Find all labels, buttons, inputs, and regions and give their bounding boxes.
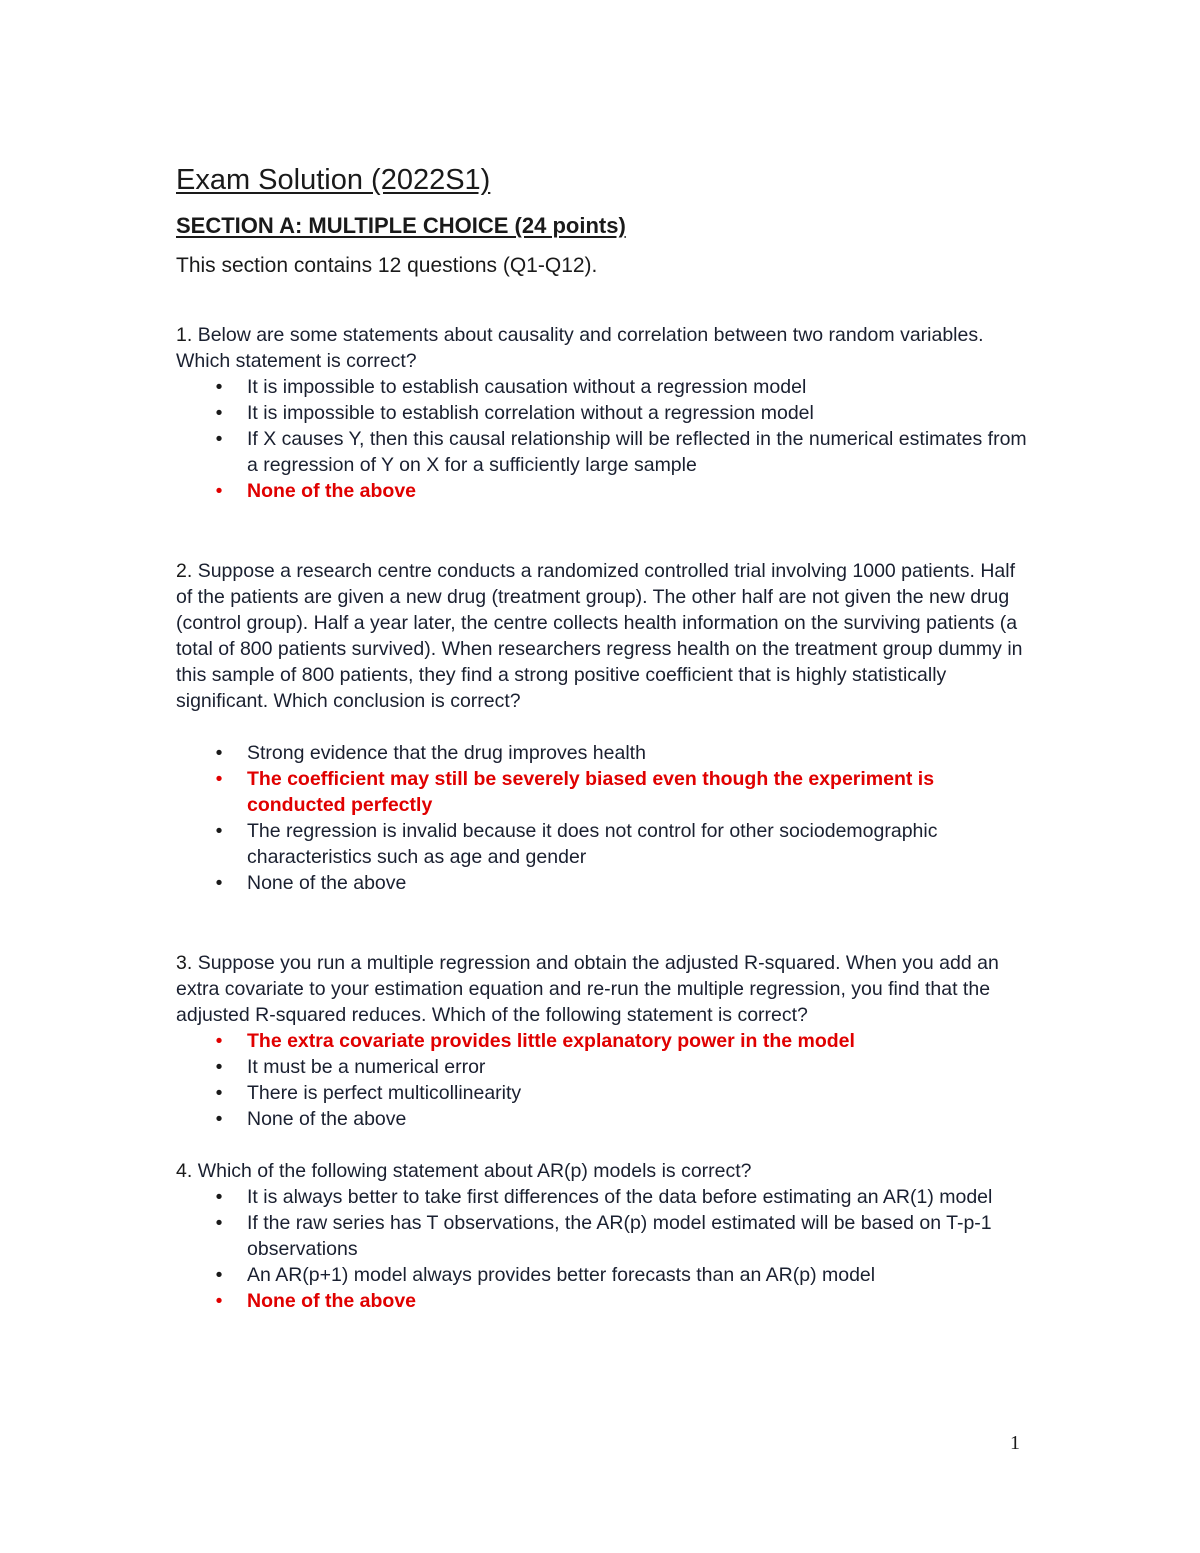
question-text bbox=[176, 322, 1036, 374]
bullet-icon: • bbox=[215, 1108, 223, 1130]
correct-answer-option bbox=[176, 1288, 1036, 1314]
question-text bbox=[176, 1158, 1036, 1184]
answer-options bbox=[176, 374, 1036, 504]
option-text: The extra covariate provides little explanatory power in the model bbox=[247, 1030, 855, 1052]
bullet-icon: • bbox=[215, 480, 223, 502]
bullet-icon: • bbox=[215, 402, 223, 424]
question-text bbox=[176, 558, 1036, 714]
option-text: It is impossible to establish correlation without a regression model bbox=[247, 402, 814, 424]
option-text: If X causes Y, then this causal relationship will be reflected in the numerical estimates from a regression of Y on X for a sufficiently large sample bbox=[247, 428, 1027, 476]
section-heading: SECTION A: MULTIPLE CHOICE (24 points) bbox=[176, 213, 626, 238]
option-text: Strong evidence that the drug improves health bbox=[247, 742, 646, 764]
option-text: None of the above bbox=[247, 480, 417, 502]
bullet-icon: • bbox=[215, 1212, 223, 1234]
bullet-icon: • bbox=[215, 872, 223, 894]
answer-option bbox=[176, 1184, 1036, 1210]
bullet-icon: • bbox=[215, 742, 223, 764]
answer-option bbox=[176, 374, 1036, 400]
answer-option bbox=[176, 1210, 1036, 1262]
bullet-icon: • bbox=[215, 768, 223, 790]
option-text: If the raw series has T observations, the AR(p) model estimated will be based on T-p-1 observations bbox=[247, 1212, 992, 1260]
option-text: An AR(p+1) model always provides better forecasts than an AR(p) model bbox=[247, 1264, 876, 1286]
option-text: None of the above bbox=[247, 1108, 407, 1130]
page-number: 1 bbox=[1010, 1432, 1020, 1454]
option-text: None of the above bbox=[247, 1290, 417, 1312]
option-text: The regression is invalid because it does not control for other sociodemographic characteristics such as age and gender bbox=[247, 820, 938, 868]
bullet-icon: • bbox=[215, 428, 223, 450]
option-text: It is always better to take first differences of the data before estimating an AR(1) model bbox=[247, 1186, 993, 1208]
document-body bbox=[176, 160, 1036, 1314]
bullet-icon: • bbox=[215, 376, 223, 398]
option-text: It is impossible to establish causation without a regression model bbox=[247, 376, 807, 398]
answer-option bbox=[176, 1106, 1036, 1132]
question-2 bbox=[176, 558, 1036, 896]
answer-option bbox=[176, 1262, 1036, 1288]
answer-option bbox=[176, 1054, 1036, 1080]
question-prompt: Suppose you run a multiple regression and obtain the adjusted R-squared. When you add an extra covariate to your estimation equation and re-run the multiple regression, you find that the adjusted R-squared reduces. Which of the following statement is correct? bbox=[176, 952, 999, 1026]
answer-options bbox=[176, 1028, 1036, 1132]
answer-option bbox=[176, 426, 1036, 478]
question-number: 2. bbox=[176, 560, 193, 582]
answer-options bbox=[176, 740, 1036, 896]
question-number: 3. bbox=[176, 952, 193, 974]
question-prompt: Below are some statements about causality and correlation between two random variables. Which statement is correct? bbox=[176, 324, 984, 372]
question-prompt: Suppose a research centre conducts a randomized controlled trial involving 1000 patients. Half of the patients are given a new drug (treatment group). The other half are not given the new drug (control group). Half a year later, the centre collects health information on the surviving patients (a total of 800 patients survived). When researchers regress health on the treatment group dummy in this sample of 800 patients, they find a strong positive coefficient that is highly statistically significant. Which conclusion is correct? bbox=[176, 560, 1023, 712]
bullet-icon: • bbox=[215, 1290, 223, 1312]
answer-option bbox=[176, 400, 1036, 426]
correct-answer-option bbox=[176, 478, 1036, 504]
option-text: It must be a numerical error bbox=[247, 1056, 486, 1078]
option-text: The coefficient may still be severely biased even though the experiment is conducted perfectly bbox=[247, 768, 935, 816]
bullet-icon: • bbox=[215, 1082, 223, 1104]
question-number: 4. bbox=[176, 1160, 193, 1182]
answer-options bbox=[176, 1184, 1036, 1314]
correct-answer-option bbox=[176, 1028, 1036, 1054]
question-number: 1. bbox=[176, 324, 193, 346]
bullet-icon: • bbox=[215, 1030, 223, 1052]
correct-answer-option bbox=[176, 766, 1036, 818]
question-prompt: Which of the following statement about AR(p) models is correct? bbox=[197, 1160, 752, 1182]
option-text: There is perfect multicollinearity bbox=[247, 1082, 522, 1104]
document-title: Exam Solution (2022S1) bbox=[176, 164, 491, 196]
answer-option bbox=[176, 870, 1036, 896]
section-intro: This section contains 12 questions (Q1-Q12). bbox=[176, 254, 598, 277]
question-text bbox=[176, 950, 1036, 1028]
bullet-icon: • bbox=[215, 1264, 223, 1286]
question-4 bbox=[176, 1158, 1036, 1314]
bullet-icon: • bbox=[215, 1056, 223, 1078]
answer-option bbox=[176, 818, 1036, 870]
question-3 bbox=[176, 950, 1036, 1132]
bullet-icon: • bbox=[215, 820, 223, 842]
answer-option bbox=[176, 740, 1036, 766]
answer-option bbox=[176, 1080, 1036, 1106]
question-1 bbox=[176, 322, 1036, 504]
option-text: None of the above bbox=[247, 872, 407, 894]
bullet-icon: • bbox=[215, 1186, 223, 1208]
